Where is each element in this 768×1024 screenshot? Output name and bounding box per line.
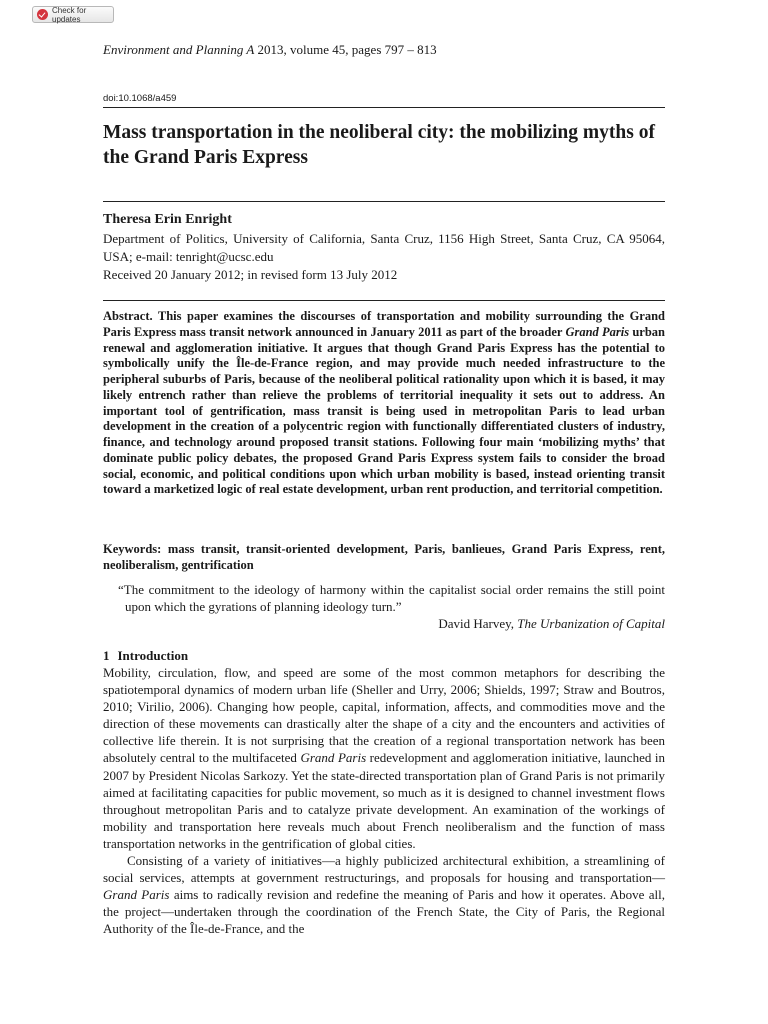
paragraph [103,664,665,852]
abstract-lead: Abstract. This paper examines the discourses of transportation and mobility surrounding the Grand Paris Express mass transit network announced in January 2011 as part of the broader [103,309,665,339]
paragraph-text: Mobility, circulation, flow, and speed are some of the most common metaphors for describing the spatiotemporal dynamics of modern urban life (Sheller and Urry, 2006; Shields, 1997; Straw and Boutros, 2010; Virilio, 2006). Changing how people, capital, information, affects, and commodities move and the direction of these movements can drastically alter the shape of a city and the encounters and activities of collective life therein. It is not surprising that the creation of a regional transportation network has been absolutely central to the multifaceted [103,665,665,766]
check-updates-label: Check for updates [52,5,87,24]
epigraph-author: David Harvey, [438,616,518,631]
paragraph [103,852,665,937]
section-number: 1 [103,648,110,663]
check-for-updates-button[interactable] [32,6,114,23]
epigraph [115,581,665,632]
epigraph-attribution [115,615,665,632]
check-updates-icon [37,9,48,20]
epigraph-quote: “The commitment to the ideology of harmony within the capitalist social order remains the still point upon which the gyrations of planning ideology turn.” [118,582,665,614]
paragraph-text: redevelopment and agglomeration initiative, launched in 2007 by President Nicolas Sarkozy. Yet the state-directed transportation plan of Grand Paris is not primarily aimed at facilitating capacities for public movement, so much as it is designed to channel investment flows throughout metropolitan Paris and to catalyze private development. An examination of the workings of mobility and transportation here reveals much about French neoliberalism and the function of mass transportation networks in the gentrification of global cities. [103,750,665,851]
paper-title: Mass transportation in the neoliberal city: the mobilizing myths of the Grand Paris Express [103,122,655,168]
journal-citation [103,42,437,58]
author-affiliation [103,230,665,284]
journal-details: 2013, volume 45, pages 797 – 813 [254,42,437,57]
paragraph-emphasis: Grand Paris [103,887,170,903]
title-rule [103,201,665,202]
paragraph-text: aims to radically revision and redefine the meaning of Paris and how it operates. Above all, the project—undertaken through the coordination of the French State, the City of Paris, the Regional Authority of the Île-de-France, and the [103,887,665,937]
received-dates: Received 20 January 2012; in revised form 13 July 2012 [103,267,398,282]
body-text [103,664,665,938]
section-heading [103,648,188,664]
abstract [103,309,665,498]
author-name: Theresa Erin Enright [103,212,232,227]
epigraph-work: The Urbanization of Capital [517,616,665,631]
journal-name: Environment and Planning A [103,42,255,57]
abstract-rest: urban renewal and agglomeration initiative. It argues that though Grand Paris Express has the potential to symbolically unify the Île-de-France region, and may provide much needed infrastructure to the peripheral suburbs of Paris, because of the neoliberal political rationality upon which it is based, it may likely entrench rather than relieve the problems of territorial inequality it sets out to address. An important tool of gentrification, mass transit is being used in metropolitan Paris to lead urban development in the creation of a polycentric region with functionally differentiated clusters of industry, finance, and technology around proposed transit stations. Following four main ‘mobilizing myths’ that dominate public policy debates, the proposed Grand Paris Express system fails to consider the broad social, economic, and political conditions upon which urban mobility is based, instead orienting transit toward a marketized logic of real estate development, urban rent production, and territorial competition. [103,324,665,497]
keywords: Keywords: mass transit, transit-oriented development, Paris, banlieues, Grand Paris Express, rent, neoliberalism, gentrification [103,542,665,572]
paragraph-text: Consisting of a variety of initiatives—a highly publicized architectural exhibition, a streamlining of social services, attempts at government restructurings, and proposals for housing and transportation— [103,853,665,886]
section-title: Introduction [117,648,189,663]
header-rule [103,107,665,108]
paragraph-emphasis: Grand Paris [300,750,367,766]
abstract-rule [103,300,665,301]
doi: doi:10.1068/a459 [103,93,177,104]
abstract-emphasis: Grand Paris [565,324,630,339]
affiliation-text: Department of Politics, University of California, Santa Cruz, 1156 High Street, Santa Cruz, CA 95064, USA; e-mail: tenright@ucsc.edu [103,231,665,264]
